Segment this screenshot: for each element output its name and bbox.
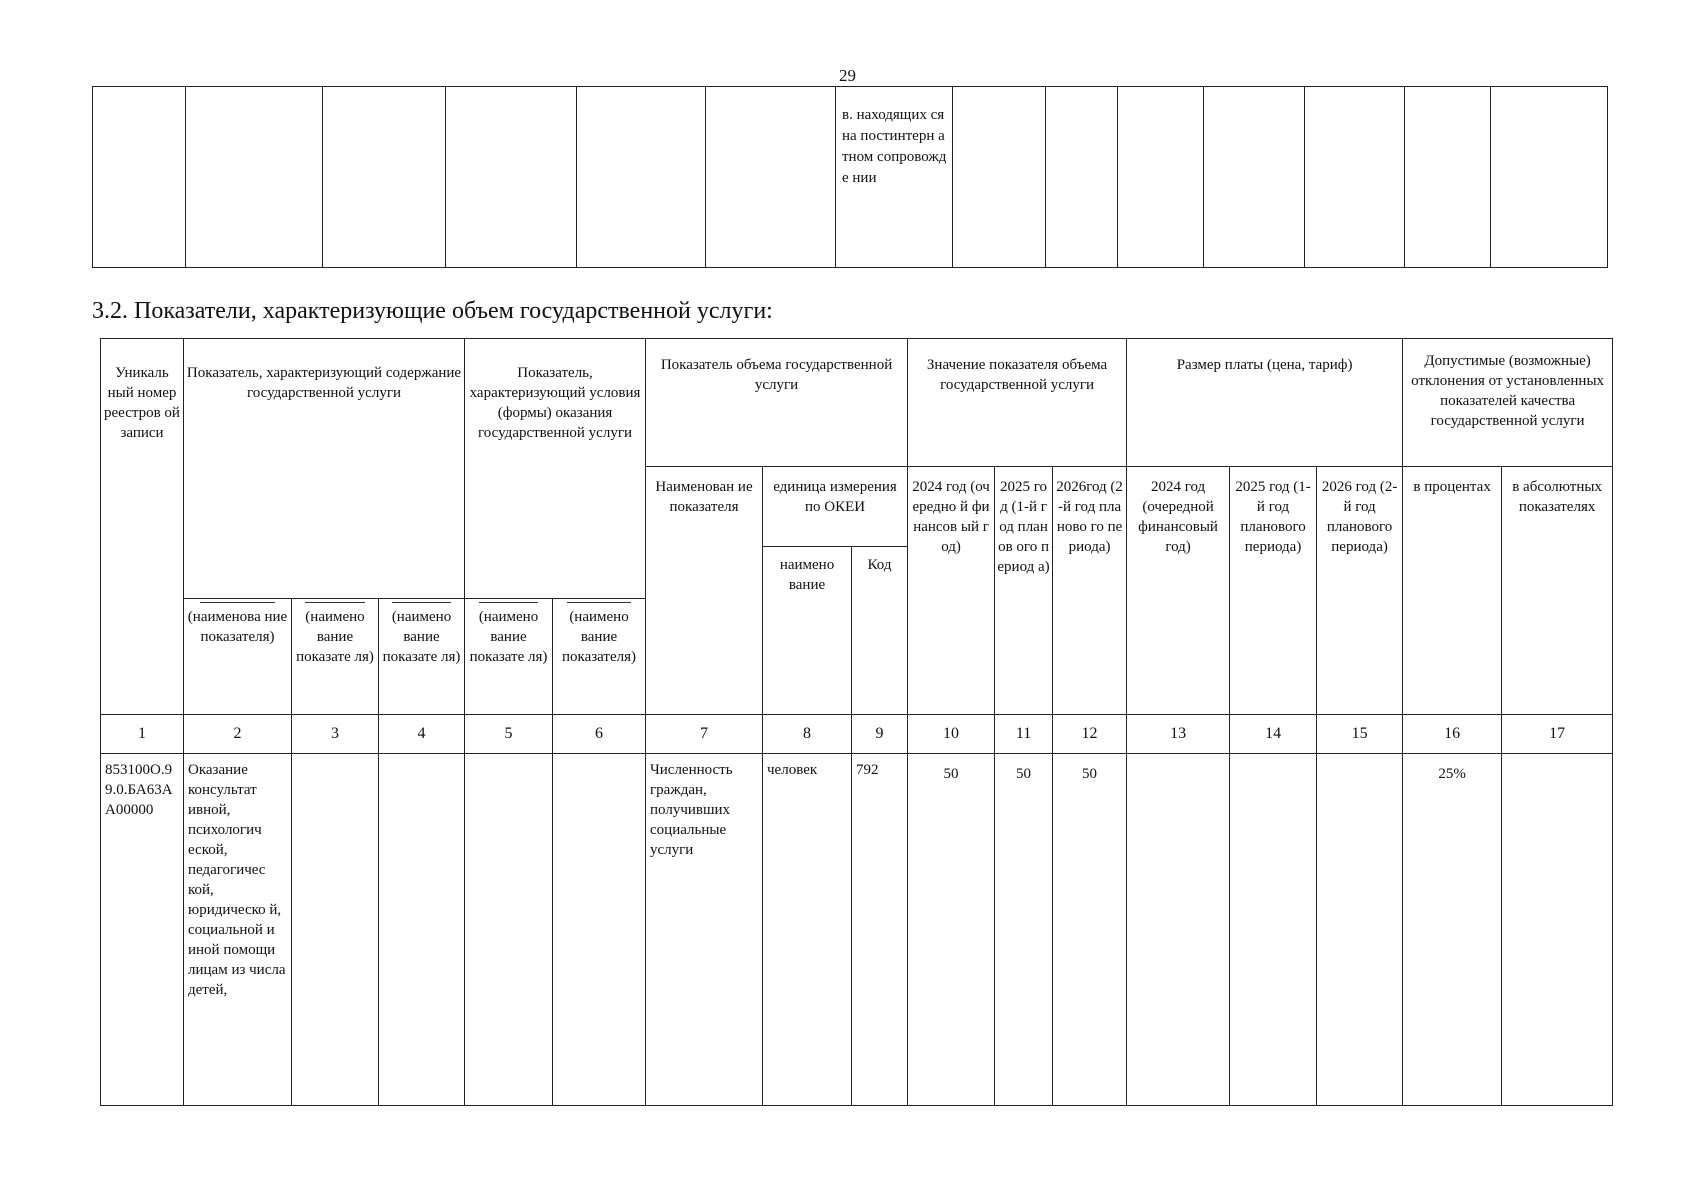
cont-cell <box>1118 87 1204 268</box>
row-empty-cell <box>1127 754 1230 1106</box>
row-empty-cell <box>1230 754 1317 1106</box>
column-number: 11 <box>995 715 1053 754</box>
header-sub-col4 <box>379 599 465 715</box>
header-fee-2024: 2024 год (очередной финансовый год) <box>1127 467 1230 715</box>
row-empty-cell <box>553 754 646 1106</box>
sub-col4-label: (наимено вание показате ля) <box>382 609 461 665</box>
row-empty-cell <box>1317 754 1403 1106</box>
row-registry-number: 853100О.99.0.БА63АА00000 <box>101 754 184 1106</box>
column-number: 4 <box>379 715 465 754</box>
cont-cell <box>323 87 446 268</box>
page-number: 29 <box>839 66 856 85</box>
header-dev-percent: в процентах <box>1403 467 1502 715</box>
cont-cell <box>577 87 706 268</box>
cont-cell <box>1305 87 1405 268</box>
cont-cell <box>706 87 836 268</box>
header-indicator-name: Наименован ие показателя <box>646 467 763 715</box>
sub-col5-label: (наимено вание показате ля) <box>469 609 548 665</box>
header-value-2026: 2026год (2-й год планово го периода) <box>1053 467 1127 715</box>
column-number: 14 <box>1230 715 1317 754</box>
header-fee-2025: 2025 год (1-й год планового периода) <box>1230 467 1317 715</box>
column-number: 2 <box>184 715 292 754</box>
header-value-2025: 2025 год (1-й год планов ого период а) <box>995 467 1053 715</box>
header-sub-col5 <box>465 599 553 715</box>
header-value-2024: 2024 год (очередно й финансов ый год) <box>908 467 995 715</box>
column-number: 1 <box>101 715 184 754</box>
column-number: 7 <box>646 715 763 754</box>
volume-indicators-table <box>100 338 1613 1106</box>
row-empty-cell <box>379 754 465 1106</box>
row-empty-cell <box>1502 754 1613 1106</box>
column-number: 8 <box>763 715 852 754</box>
sub-col6-label: (наимено вание показателя) <box>561 609 637 665</box>
cont-cell <box>186 87 323 268</box>
row-value-2024: 50 <box>908 754 995 1106</box>
cont-cell <box>1405 87 1491 268</box>
row-code: 792 <box>852 754 908 1106</box>
header-fee: Размер платы (цена, тариф) <box>1127 339 1403 467</box>
column-number: 15 <box>1317 715 1403 754</box>
row-indicator: Численность граждан, получивших социальные услуги <box>646 754 763 1106</box>
row-empty-cell <box>465 754 553 1106</box>
header-unit-name: наимено вание <box>763 547 852 715</box>
column-number: 16 <box>1403 715 1502 754</box>
header-unit-okei: единица измерения по ОКЕИ <box>763 467 908 547</box>
header-dev-absolute: в абсолютных показателях <box>1502 467 1613 715</box>
header-deviations: Допустимые (возможные) отклонения от установленных показателей качества государственной услуги <box>1403 339 1613 467</box>
column-number: 5 <box>465 715 553 754</box>
row-value-2026: 50 <box>1053 754 1127 1106</box>
column-number: 17 <box>1502 715 1613 754</box>
column-number: 10 <box>908 715 995 754</box>
cont-cell <box>446 87 577 268</box>
header-sub-col3 <box>292 599 379 715</box>
header-sub-col6 <box>553 599 646 715</box>
cont-cell <box>93 87 186 268</box>
cont-cell <box>1204 87 1305 268</box>
section-title: 3.2. Показатели, характеризующие объем государственной услуги: <box>92 298 773 324</box>
row-dev-percent: 25% <box>1403 754 1502 1106</box>
header-volume-indicator: Показатель объема государственной услуги <box>646 339 908 467</box>
continuation-table <box>92 86 1608 268</box>
cont-cell <box>1491 87 1608 268</box>
header-fee-2026: 2026 год (2-й год планового периода) <box>1317 467 1403 715</box>
header-registry: Уникаль ный номер реестров ой записи <box>101 339 184 715</box>
column-number: 3 <box>292 715 379 754</box>
row-value-2025: 50 <box>995 754 1053 1106</box>
column-number: 9 <box>852 715 908 754</box>
header-sub-col2 <box>184 599 292 715</box>
row-content: Оказание консультат ивной, психологич еской, педагогичес кой, юридическо й, социальной и иной помощи лицам из числа детей, <box>184 754 292 1106</box>
row-empty-cell <box>292 754 379 1106</box>
row-unit: человек <box>763 754 852 1106</box>
column-number: 12 <box>1053 715 1127 754</box>
cont-cell-text <box>836 87 953 268</box>
cont-cell <box>1046 87 1118 268</box>
continuation-text: в. находящих ся на постинтерн атном сопровожде нии <box>842 107 947 186</box>
sub-col3-label: (наимено вание показате ля) <box>296 609 374 665</box>
header-volume-value: Значение показателя объема государственной услуги <box>908 339 1127 467</box>
header-unit-code: Код <box>852 547 908 715</box>
column-number: 13 <box>1127 715 1230 754</box>
header-condition-indicator: Показатель, характеризующий условия (формы) оказания государственной услуги <box>465 339 646 599</box>
header-content-indicator: Показатель, характеризующий содержание государственной услуги <box>184 339 465 599</box>
column-number: 6 <box>553 715 646 754</box>
sub-col2-label: (наименова ние показателя) <box>187 609 288 645</box>
cont-cell <box>953 87 1046 268</box>
